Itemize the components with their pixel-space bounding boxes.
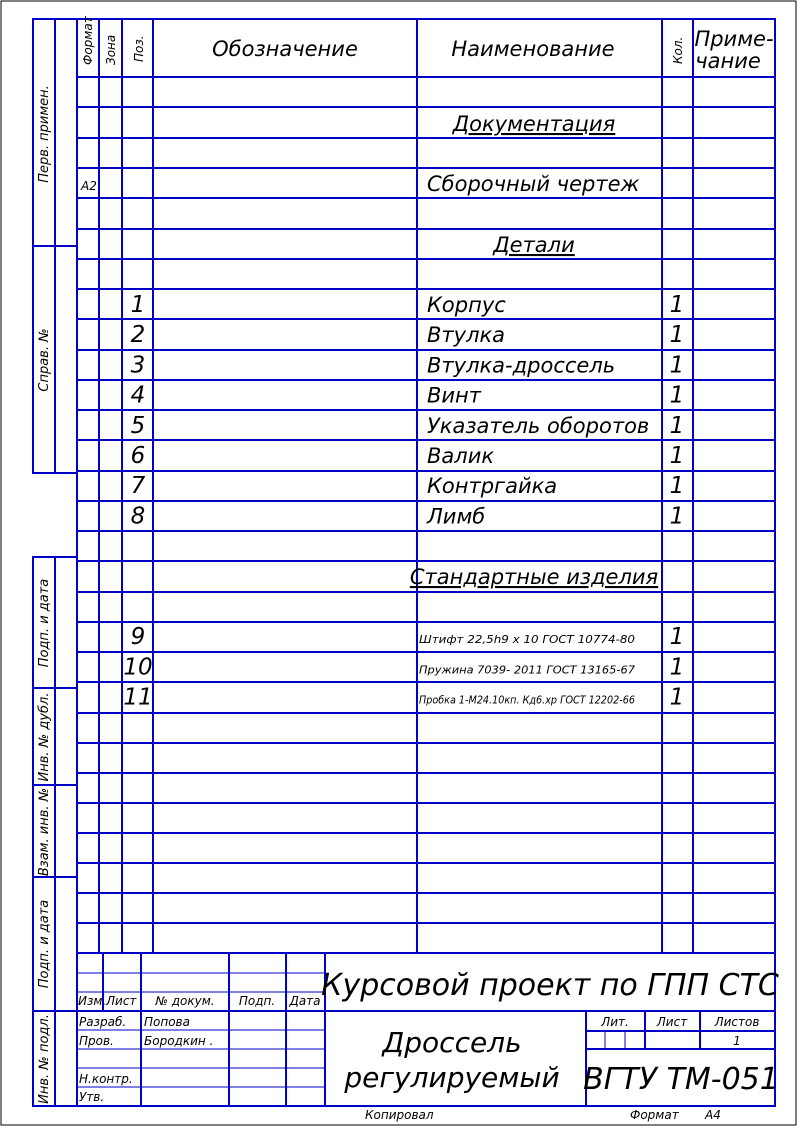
- standard-position: 10: [123, 654, 153, 681]
- tb-list: Лист: [106, 994, 137, 1008]
- side-podp-data-1: Подп. и дата: [37, 578, 52, 668]
- header-designation: Обозначение: [212, 37, 358, 61]
- part-quantity: 1: [669, 412, 685, 439]
- tb-nkontr-label: Н.контр.: [79, 1072, 133, 1086]
- tb-razrab-label: Разраб.: [79, 1015, 127, 1029]
- tb-sheets-value: 1: [733, 1034, 741, 1048]
- side-sprav-no: Справ. №: [37, 328, 52, 392]
- footer-format-label: Формат: [630, 1108, 679, 1122]
- part-position: 1: [130, 292, 146, 318]
- part-name: Указатель оборотов: [427, 413, 650, 438]
- assembly-format: А2: [81, 179, 97, 193]
- part-quantity: 1: [669, 443, 685, 469]
- part-name: Корпус: [427, 293, 506, 317]
- part-position: 6: [130, 443, 146, 469]
- part-position: 2: [130, 322, 146, 349]
- standard-quantity: 1: [669, 624, 685, 650]
- tb-data: Дата: [289, 994, 321, 1008]
- header-qty: Кол.: [671, 36, 685, 64]
- tb-sheets-label: Листов: [714, 1015, 760, 1029]
- header-note-line2: чание: [695, 49, 761, 73]
- tb-lit-label: Лит.: [601, 1015, 629, 1029]
- part-position: 7: [130, 473, 146, 500]
- tb-designation: Курсовой проект по ГПП СТС: [321, 968, 779, 1003]
- tb-podp: Подп.: [238, 994, 276, 1008]
- part-name: Втулка: [427, 323, 506, 348]
- part-position: 8: [130, 503, 146, 530]
- tb-organization: ВГТУ ТМ-051: [583, 1062, 779, 1097]
- side-inv-dubl: Инв. № дубл.: [37, 692, 52, 782]
- part-quantity: 1: [669, 352, 685, 379]
- section-documentation: Документация: [452, 112, 616, 136]
- part-position: 4: [130, 382, 146, 409]
- footer-format-value: А4: [705, 1108, 721, 1122]
- part-position: 5: [130, 412, 146, 439]
- part-quantity: 1: [669, 382, 685, 409]
- header-format: Формат: [81, 16, 95, 65]
- tb-prov-label: Пров.: [79, 1034, 114, 1048]
- tb-sheet-label: Лист: [656, 1015, 688, 1029]
- part-quantity: 1: [669, 503, 685, 530]
- outer-frame: [77, 19, 775, 1106]
- part-name: Втулка-дроссель: [427, 353, 616, 378]
- header-name: Наименование: [451, 37, 615, 61]
- part-name: Лимб: [427, 504, 486, 529]
- standard-name: Пробка 1-М24.10кп. Кд6.хр ГОСТ 12202-66: [419, 694, 636, 707]
- tb-doc-no: № докум.: [155, 994, 215, 1008]
- part-name: Винт: [427, 383, 482, 408]
- standard-quantity: 1: [669, 654, 685, 681]
- part-name: Валик: [427, 444, 495, 468]
- standard-list: [123, 624, 684, 711]
- tb-title-line2: регулируемый: [344, 1061, 560, 1094]
- tb-utv-label: Утв.: [79, 1090, 105, 1104]
- tb-izm: Изм.: [78, 994, 107, 1008]
- side-inv-podl: Инв. № подл.: [37, 1014, 52, 1104]
- section-standard: Стандартные изделия: [409, 565, 659, 589]
- standard-name: Штифт 22,5h9 x 10 ГОСТ 10774-80: [419, 634, 636, 646]
- tb-razrab-name: Попова: [144, 1015, 190, 1029]
- side-perv-primen: Перв. примен.: [37, 85, 52, 183]
- standard-name: Пружина 7039- 2011 ГОСТ 13165-67: [419, 664, 636, 677]
- header-zone: Зона: [104, 34, 118, 65]
- spec-columns: [99, 19, 693, 953]
- header-note-line1: Приме-: [694, 27, 774, 51]
- tb-prov-name: Бородкин .: [144, 1034, 214, 1048]
- standard-position: 9: [130, 624, 146, 650]
- part-position: 3: [130, 352, 146, 379]
- part-quantity: 1: [669, 473, 685, 500]
- part-name: Контргайка: [427, 474, 558, 499]
- part-quantity: 1: [669, 322, 685, 349]
- header-pos: Поз.: [132, 35, 146, 62]
- side-vzam-inv: Взам. инв. №: [37, 787, 52, 877]
- assembly-name: Сборочный чертеж: [427, 172, 640, 196]
- standard-quantity: 1: [669, 684, 685, 711]
- sheet-border: [1, 1, 796, 1125]
- footer-copied: Копировал: [365, 1108, 434, 1122]
- part-quantity: 1: [669, 292, 685, 318]
- side-podp-data-2: Подп. и дата: [37, 899, 52, 989]
- section-parts: Детали: [493, 233, 575, 257]
- standard-position: 11: [123, 684, 153, 711]
- tb-title-line1: Дроссель: [382, 1026, 522, 1059]
